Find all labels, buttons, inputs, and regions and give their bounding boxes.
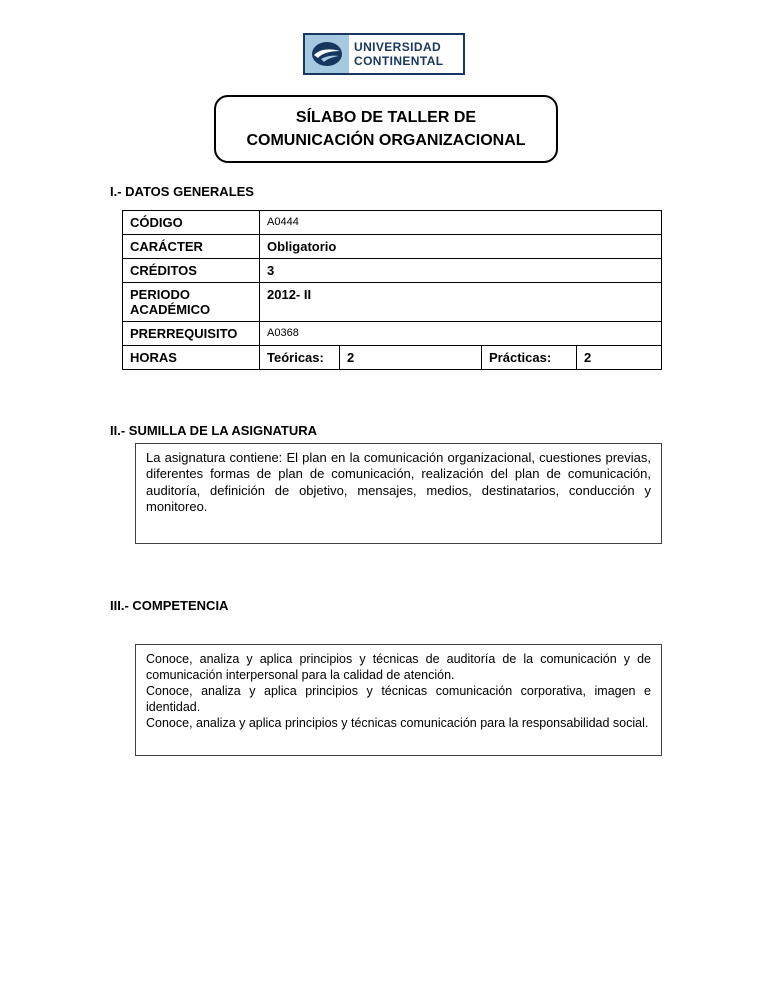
table-row-creditos	[123, 259, 662, 283]
competencia-line: Conoce, analiza y aplica principios y técnicas comunicación para la responsabilidad social.	[146, 716, 649, 730]
competencia-line: Conoce, analiza y aplica principios y técnicas de auditoría de la comunicación y de comunicación interpersonal para la calidad de atención.	[146, 652, 651, 682]
horas-practicas-value: 2	[577, 346, 662, 370]
competencia-box	[135, 644, 662, 756]
row-value: A0444	[260, 211, 662, 235]
table-row-prerrequisito	[123, 322, 662, 346]
row-value: 3	[260, 259, 662, 283]
row-label: CRÉDITOS	[123, 259, 260, 283]
table-row-periodo-academico	[123, 283, 662, 322]
section-heading-datos-generales: I.- DATOS GENERALES	[110, 184, 254, 199]
document-title-box	[214, 95, 558, 163]
sumilla-text: La asignatura contiene: El plan en la comunicación organizacional, cuestiones previas, diferentes formas de plan de comunicación, realización del plan de comunicación, auditoría, definición de objetivo, mensajes, medios, destinatarios, conducción y monitoreo.	[146, 450, 651, 514]
table-row-codigo	[123, 211, 662, 235]
row-label: PRERREQUISITO	[123, 322, 260, 346]
university-name-line2: CONTINENTAL	[354, 54, 444, 68]
row-label: PERIODO ACADÉMICO	[123, 283, 260, 322]
university-name	[349, 35, 444, 73]
university-logo-icon	[305, 35, 349, 73]
horas-practicas-label: Prácticas:	[482, 346, 577, 370]
row-value: A0368	[260, 322, 662, 346]
horas-teoricas-value: 2	[340, 346, 482, 370]
university-logo	[303, 33, 465, 75]
sumilla-box	[135, 443, 662, 544]
row-label: CÓDIGO	[123, 211, 260, 235]
document-title-line2: COMUNICACIÓN ORGANIZACIONAL	[246, 132, 526, 149]
row-value: 2012- II	[260, 283, 662, 322]
table-row-horas	[123, 346, 662, 370]
university-name-line1: UNIVERSIDAD	[354, 39, 442, 54]
section-heading-competencia: III.- COMPETENCIA	[110, 598, 229, 613]
datos-generales-table	[122, 210, 662, 370]
row-label: CARÁCTER	[123, 235, 260, 259]
section-heading-sumilla: II.- SUMILLA DE LA ASIGNATURA	[110, 423, 318, 438]
document-title-line1: SÍLABO DE TALLER DE	[295, 108, 477, 126]
row-label: HORAS	[123, 346, 260, 370]
row-value: Obligatorio	[260, 235, 662, 259]
table-row-caracter	[123, 235, 662, 259]
competencia-line: Conoce, analiza y aplica principios y técnicas comunicación corporativa, imagen e identidad.	[146, 684, 651, 714]
horas-teoricas-label: Teóricas:	[260, 346, 340, 370]
